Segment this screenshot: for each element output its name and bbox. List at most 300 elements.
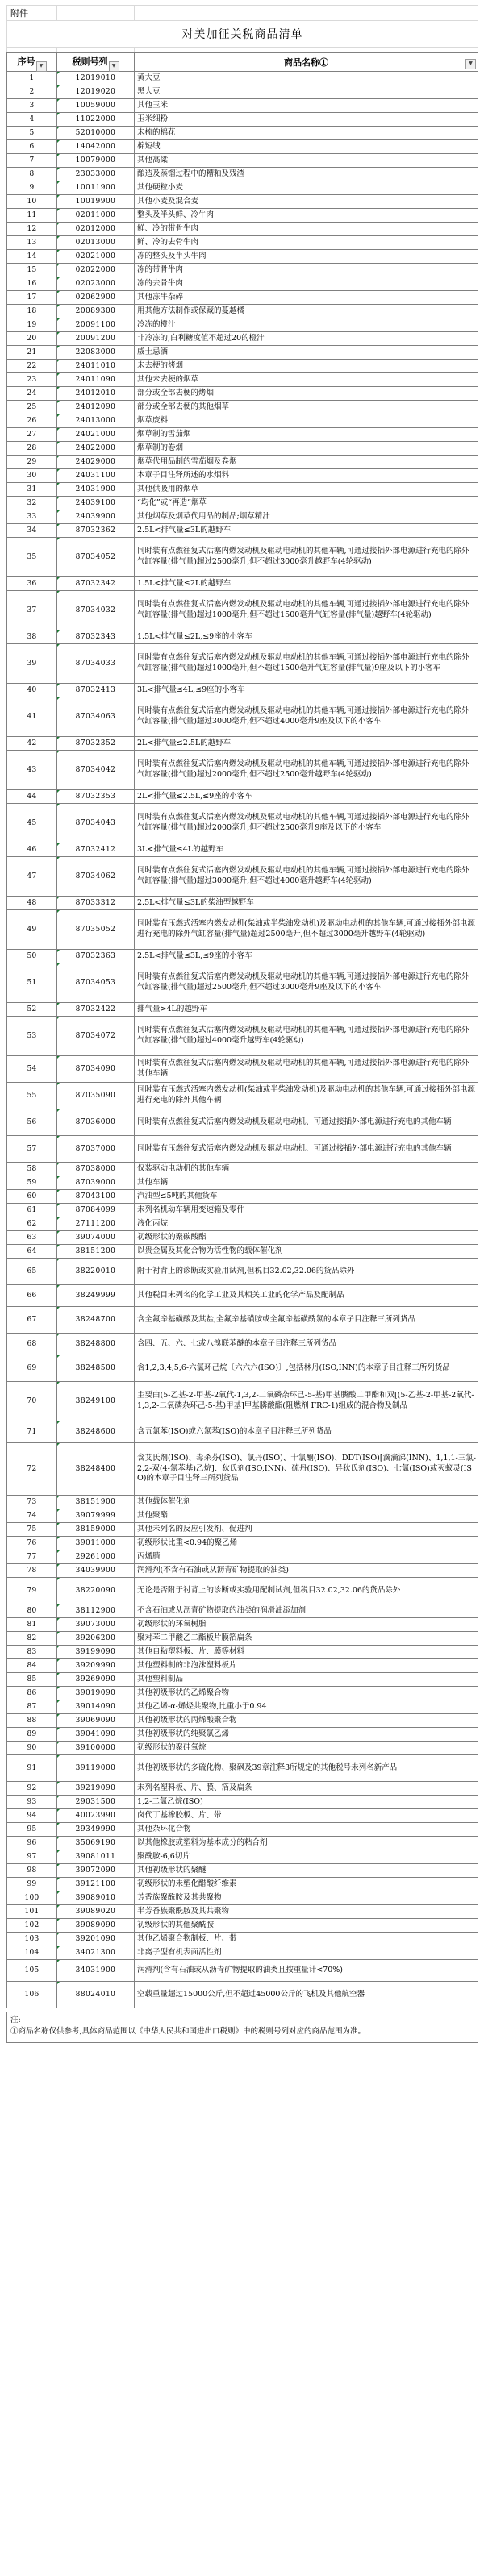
table-row [7, 85, 478, 99]
cell-tariff-code: 39011000 [57, 1537, 135, 1550]
cell-tariff-code: 02021000 [57, 250, 135, 264]
cell-tariff-code: 22083000 [57, 346, 135, 360]
table-row [7, 1796, 478, 1809]
cell-tariff-code: 10059000 [57, 99, 135, 113]
table-row [7, 1523, 478, 1537]
cell-seq: 97 [7, 1850, 57, 1864]
table-row [7, 1659, 478, 1673]
cell-commodity-name: 冻的整头及半头牛肉 [135, 250, 478, 264]
table-row [7, 1443, 478, 1496]
cell-seq: 81 [7, 1618, 57, 1632]
table-row [7, 250, 478, 264]
cell-tariff-code: 24021000 [57, 428, 135, 442]
cell-commodity-name: 其他烟草及烟草代用品的制品;烟草精汁 [135, 510, 478, 524]
spacer-cell-seq [7, 48, 57, 52]
table-row [7, 209, 478, 223]
cell-commodity-name: 其他税目未列名的化学工业及其相关工业的化学产品及配制品 [135, 1285, 478, 1307]
cell-tariff-code: 29261000 [57, 1550, 135, 1564]
cell-tariff-code: 29031500 [57, 1796, 135, 1809]
cell-seq: 90 [7, 1742, 57, 1755]
cell-seq: 43 [7, 751, 57, 790]
column-header-code [57, 53, 135, 72]
cell-commodity-name: 鲜、冷的带骨牛肉 [135, 223, 478, 236]
cell-tariff-code: 87043100 [57, 1190, 135, 1204]
filter-dropdown-icon-seq[interactable]: ▼ [36, 61, 47, 72]
table-row [7, 1136, 478, 1163]
cell-commodity-name: 2.5L<排气量≤3L的柴油型越野车 [135, 897, 478, 910]
cell-seq: 100 [7, 1891, 57, 1905]
cell-tariff-code: 24013000 [57, 414, 135, 428]
cell-seq: 21 [7, 346, 57, 360]
cell-seq: 70 [7, 1382, 57, 1421]
table-row [7, 346, 478, 360]
cell-tariff-code: 38248700 [57, 1307, 135, 1334]
cell-seq: 47 [7, 857, 57, 897]
cell-seq: 27 [7, 428, 57, 442]
table-row [7, 442, 478, 456]
cell-tariff-code: 38220090 [57, 1578, 135, 1604]
table-row [7, 1646, 478, 1659]
cell-seq: 28 [7, 442, 57, 456]
table-row [7, 1259, 478, 1285]
cell-tariff-code: 39121100 [57, 1878, 135, 1891]
cell-commodity-name: 用其他方法制作或保藏的蔓越橘 [135, 305, 478, 318]
table-row [7, 1864, 478, 1878]
cell-tariff-code: 39119000 [57, 1755, 135, 1782]
cell-tariff-code: 39081011 [57, 1850, 135, 1864]
cell-tariff-code: 24029000 [57, 456, 135, 469]
cell-tariff-code: 87033312 [57, 897, 135, 910]
table-row [7, 1307, 478, 1334]
cell-seq: 77 [7, 1550, 57, 1564]
cell-commodity-name: 丙烯腈 [135, 1550, 478, 1564]
cell-tariff-code: 38249100 [57, 1382, 135, 1421]
cell-tariff-code: 87035052 [57, 910, 135, 950]
cell-commodity-name: 初级形状的未塑化醋酸纤维素 [135, 1878, 478, 1891]
table-row [7, 264, 478, 277]
table-row [7, 1231, 478, 1245]
cell-tariff-code: 87034052 [57, 538, 135, 577]
cell-commodity-name: 不含石油或从沥青矿物提取的油类的润滑油添加剂 [135, 1604, 478, 1618]
cell-tariff-code: 38159000 [57, 1523, 135, 1537]
cell-commodity-name: 冷冻的橙汁 [135, 318, 478, 332]
cell-commodity-name: 其他初级形状的多硫化物、聚砜及39章注释3所规定的其他税号未列名新产品 [135, 1755, 478, 1782]
cell-seq: 75 [7, 1523, 57, 1537]
cell-seq: 46 [7, 843, 57, 857]
table-row [7, 456, 478, 469]
cell-tariff-code: 39089020 [57, 1905, 135, 1919]
table-row [7, 1782, 478, 1796]
cell-commodity-name: 空载重量超过15000公斤,但不超过45000公斤的飞机及其他航空器 [135, 1982, 478, 2008]
cell-seq: 96 [7, 1837, 57, 1850]
cell-tariff-code: 02013000 [57, 236, 135, 250]
cell-seq: 52 [7, 1003, 57, 1017]
table-row [7, 483, 478, 497]
table-row [7, 1509, 478, 1523]
cell-seq: 101 [7, 1905, 57, 1919]
note-row [7, 2012, 478, 2043]
cell-commodity-name: 同时装有压燃式活塞内燃发动机(柴油或半柴油发动机)及驱动电动机的其他车辆,可通过接插外部电源进行充电的除外气缸容量(排气量)超过2500毫升,但不超过3000毫升越野车(4轮驱动) [135, 910, 478, 950]
cell-seq: 106 [7, 1982, 57, 2008]
table-row [7, 1564, 478, 1578]
table-row [7, 1618, 478, 1632]
cell-tariff-code: 20091200 [57, 332, 135, 346]
cell-tariff-code: 34021300 [57, 1946, 135, 1960]
cell-seq: 60 [7, 1190, 57, 1204]
table-row [7, 497, 478, 510]
cell-tariff-code: 87032413 [57, 684, 135, 697]
cell-commodity-name: 烟草制的卷烟 [135, 442, 478, 456]
cell-seq: 30 [7, 469, 57, 483]
cell-tariff-code: 87034053 [57, 963, 135, 1003]
table-row [7, 1632, 478, 1646]
table-row [7, 1285, 478, 1307]
table-row [7, 857, 478, 897]
table-body [7, 72, 478, 2008]
cell-commodity-name: 2.5L<排气量≤3L的越野车 [135, 524, 478, 538]
cell-commodity-name: 其他高粱 [135, 154, 478, 168]
cell-commodity-name: 其他乙烯-α-烯烃共聚物,比重小于0.94 [135, 1700, 478, 1714]
cell-tariff-code: 39041090 [57, 1728, 135, 1742]
cell-commodity-name: 3L<排气量≤4L的越野车 [135, 843, 478, 857]
cell-commodity-name: 1,2-二氯乙烷(ISO) [135, 1796, 478, 1809]
cell-seq: 7 [7, 154, 57, 168]
cell-seq: 55 [7, 1083, 57, 1109]
cell-commodity-name: 其他初级形状的聚醚 [135, 1864, 478, 1878]
cell-tariff-code: 29349990 [57, 1823, 135, 1837]
cell-seq: 98 [7, 1864, 57, 1878]
cell-commodity-name: 3L<排气量≤4L,≤9座的小客车 [135, 684, 478, 697]
cell-tariff-code: 34039900 [57, 1564, 135, 1578]
table-row [7, 414, 478, 428]
table-row [7, 1245, 478, 1259]
cell-seq: 87 [7, 1700, 57, 1714]
title-row [7, 21, 478, 48]
cell-commodity-name: 卤代丁基橡胶板、片、带 [135, 1809, 478, 1823]
cell-seq: 45 [7, 804, 57, 843]
cell-commodity-name: 冻的去骨牛肉 [135, 277, 478, 291]
cell-tariff-code: 24012090 [57, 401, 135, 414]
cell-tariff-code: 39079999 [57, 1509, 135, 1523]
cell-commodity-name: 1.5L<排气量≤2L的越野车 [135, 577, 478, 591]
cell-commodity-name: 仅装驱动电动机的其他车辆 [135, 1163, 478, 1176]
cell-commodity-name: 部分或全部去梗的烤烟 [135, 387, 478, 401]
table-row [7, 684, 478, 697]
cell-commodity-name: 同时装有点燃往复式活塞内燃发动机及驱动电动机、可通过接插外部电源进行充电的其他车辆 [135, 1109, 478, 1136]
table-row [7, 291, 478, 305]
cell-commodity-name: 其他乙烯聚合物制板、片、带 [135, 1933, 478, 1946]
cell-tariff-code: 20089300 [57, 305, 135, 318]
cell-commodity-name: 1.5L<排气量≤2L,≤9座的小客车 [135, 630, 478, 644]
cell-seq: 76 [7, 1537, 57, 1550]
cell-tariff-code: 24031900 [57, 483, 135, 497]
cell-seq: 25 [7, 401, 57, 414]
cell-commodity-name: 其他冻牛杂碎 [135, 291, 478, 305]
cell-tariff-code: 11022000 [57, 113, 135, 127]
table-row [7, 538, 478, 577]
table-row [7, 751, 478, 790]
table-row [7, 1334, 478, 1355]
cell-commodity-name: 未梳的棉花 [135, 127, 478, 140]
column-header-name [135, 53, 478, 72]
cell-seq: 91 [7, 1755, 57, 1782]
cell-tariff-code: 87032353 [57, 790, 135, 804]
cell-tariff-code: 38248400 [57, 1443, 135, 1496]
cell-seq: 26 [7, 414, 57, 428]
cell-tariff-code: 23033000 [57, 168, 135, 181]
header-block-table [6, 5, 478, 52]
filter-dropdown-icon-name[interactable]: ▼ [465, 59, 476, 69]
cell-tariff-code: 34031900 [57, 1960, 135, 1982]
table-row [7, 373, 478, 387]
table-row [7, 1919, 478, 1933]
note-label: 注: [10, 2016, 21, 2025]
table-row [7, 963, 478, 1003]
cell-seq: 68 [7, 1334, 57, 1355]
cell-commodity-name: 同时装有点燃往复式活塞内燃发动机及驱动电动机的其他车辆,可通过接插外部电源进行充电的除外气缸容量(排气量)超过2000毫升,但不超过2500毫升9座及以下的小客车 [135, 804, 478, 843]
table-row [7, 804, 478, 843]
cell-seq: 24 [7, 387, 57, 401]
cell-seq: 29 [7, 456, 57, 469]
table-row [7, 630, 478, 644]
cell-seq: 40 [7, 684, 57, 697]
cell-seq: 95 [7, 1823, 57, 1837]
cell-tariff-code: 87032343 [57, 630, 135, 644]
cell-seq: 71 [7, 1421, 57, 1443]
cell-tariff-code: 38248800 [57, 1334, 135, 1355]
cell-tariff-code: 87084099 [57, 1204, 135, 1217]
table-row [7, 401, 478, 414]
cell-commodity-name: 含四、五、六、七或八溴联苯醚的本章子目注释三所列货品 [135, 1334, 478, 1355]
cell-commodity-name: 其他塑料制品 [135, 1673, 478, 1687]
cell-seq: 53 [7, 1017, 57, 1056]
cell-commodity-name: 初级形状比重<0.94的聚乙烯 [135, 1537, 478, 1550]
cell-seq: 88 [7, 1714, 57, 1728]
cell-commodity-name: 未列名塑料板、片、膜、箔及扁条 [135, 1782, 478, 1796]
attachment-row [7, 6, 478, 21]
spacer-row [7, 48, 478, 52]
cell-commodity-name: 润滑剂(不含有石油或从沥青矿物提取的油类) [135, 1564, 478, 1578]
cell-tariff-code: 24022000 [57, 442, 135, 456]
column-header-seq-label: 序号 [17, 56, 35, 67]
cell-seq: 105 [7, 1960, 57, 1982]
cell-tariff-code: 39019090 [57, 1687, 135, 1700]
table-row [7, 469, 478, 483]
cell-tariff-code: 87034062 [57, 857, 135, 897]
cell-seq: 67 [7, 1307, 57, 1334]
cell-seq: 8 [7, 168, 57, 181]
table-row [7, 428, 478, 442]
table-row [7, 1537, 478, 1550]
cell-tariff-code: 38151900 [57, 1496, 135, 1509]
cell-commodity-name: 附于衬背上的诊断或实验用试剂,但税目32.02,32.06的货品除外 [135, 1259, 478, 1285]
cell-commodity-name: 其他小麦及混合麦 [135, 195, 478, 209]
cell-seq: 99 [7, 1878, 57, 1891]
cell-tariff-code: 87038000 [57, 1163, 135, 1176]
cell-seq: 58 [7, 1163, 57, 1176]
cell-seq: 92 [7, 1782, 57, 1796]
cell-seq: 74 [7, 1509, 57, 1523]
table-row [7, 1163, 478, 1176]
cell-seq: 6 [7, 140, 57, 154]
cell-commodity-name: 未列名机动车辆用变速箱及零件 [135, 1204, 478, 1217]
cell-seq: 54 [7, 1056, 57, 1083]
table-row [7, 577, 478, 591]
table-row [7, 1176, 478, 1190]
cell-commodity-name: 同时装有点燃往复式活塞内燃发动机及驱动电动机的其他车辆,可通过接插外部电源进行充电的除外气缸容量(排气量)超过1000毫升,但不超过1500毫升气缸容量(排气量)越野车(4轮驱动) [135, 591, 478, 630]
spacer-cell-name [135, 48, 478, 52]
cell-tariff-code: 35069190 [57, 1837, 135, 1850]
cell-tariff-code: 87032363 [57, 950, 135, 963]
cell-seq: 16 [7, 277, 57, 291]
table-row [7, 168, 478, 181]
cell-commodity-name: 2L<排气量≤2.5L的越野车 [135, 737, 478, 751]
table-row [7, 510, 478, 524]
cell-tariff-code: 87034090 [57, 1056, 135, 1083]
cell-commodity-name: 其他未列名的反应引发剂、促进剂 [135, 1523, 478, 1537]
cell-seq: 50 [7, 950, 57, 963]
cell-commodity-name: 聚对苯二甲酸乙二酯板片膜箔扁条 [135, 1632, 478, 1646]
table-row [7, 697, 478, 737]
table-row [7, 1755, 478, 1782]
cell-seq: 61 [7, 1204, 57, 1217]
cell-seq: 80 [7, 1604, 57, 1618]
cell-commodity-name: 2.5L<排气量≤3L,≤9座的小客车 [135, 950, 478, 963]
table-row [7, 154, 478, 168]
table-row [7, 737, 478, 751]
table-row [7, 1550, 478, 1564]
cell-tariff-code: 87032422 [57, 1003, 135, 1017]
cell-seq: 15 [7, 264, 57, 277]
table-row [7, 1700, 478, 1714]
cell-tariff-code: 40023990 [57, 1809, 135, 1823]
cell-seq: 17 [7, 291, 57, 305]
table-row [7, 1878, 478, 1891]
cell-commodity-name: 含艾氏剂(ISO)、毒杀芬(ISO)、氯丹(ISO)、十氯酮(ISO)、DDT(ISO)[滴滴涕(INN)、1,1,1-三氯-2,2-双(4-氯苯基)乙烷]、狄氏剂(ISO,INN)、硫丹(ISO)、异狄氏剂(ISO)、七氯(ISO)或灭蚁灵(ISO)的本章子目注释三所列货品 [135, 1443, 478, 1496]
cell-seq: 11 [7, 209, 57, 223]
commodity-table [6, 52, 478, 2008]
cell-tariff-code: 12019010 [57, 72, 135, 85]
cell-tariff-code: 87037000 [57, 1136, 135, 1163]
table-row [7, 1673, 478, 1687]
filter-dropdown-icon-code[interactable]: ▼ [109, 61, 119, 72]
cell-seq: 10 [7, 195, 57, 209]
cell-commodity-name: 整头及半头鲜、冷牛肉 [135, 209, 478, 223]
cell-commodity-name: 初级形状的其他聚酰胺 [135, 1919, 478, 1933]
cell-commodity-name: 其他未去梗的烟草 [135, 373, 478, 387]
table-row [7, 181, 478, 195]
cell-seq: 34 [7, 524, 57, 538]
cell-commodity-name: 同时装有点燃往复式活塞内燃发动机及驱动电动机的其他车辆,可通过接插外部电源进行充电的除外气缸容量(排气量)超过4000毫升越野车(4轮驱动) [135, 1017, 478, 1056]
cell-commodity-name: 烟草代用品制的雪茄烟及卷烟 [135, 456, 478, 469]
cell-tariff-code: 87034072 [57, 1017, 135, 1056]
cell-seq: 72 [7, 1443, 57, 1496]
table-row [7, 1850, 478, 1864]
cell-seq: 94 [7, 1809, 57, 1823]
cell-tariff-code: 39089010 [57, 1891, 135, 1905]
cell-tariff-code: 87032412 [57, 843, 135, 857]
cell-tariff-code: 14042000 [57, 140, 135, 154]
cell-tariff-code: 24039900 [57, 510, 135, 524]
cell-tariff-code: 39209990 [57, 1659, 135, 1673]
cell-tariff-code: 38151200 [57, 1245, 135, 1259]
table-row [7, 1809, 478, 1823]
table-row [7, 1742, 478, 1755]
table-row [7, 1714, 478, 1728]
cell-tariff-code: 12019020 [57, 85, 135, 99]
cell-commodity-name: 本章子目注释所述的水烟料 [135, 469, 478, 483]
cell-commodity-name: 其他硬粒小麦 [135, 181, 478, 195]
table-row [7, 1933, 478, 1946]
attachment-spacer-cell-1 [57, 6, 135, 21]
cell-tariff-code: 39069090 [57, 1714, 135, 1728]
table-row [7, 790, 478, 804]
cell-tariff-code: 39100000 [57, 1742, 135, 1755]
cell-tariff-code: 87034032 [57, 591, 135, 630]
cell-seq: 73 [7, 1496, 57, 1509]
cell-commodity-name: 玉米细粉 [135, 113, 478, 127]
cell-commodity-name: 以其他橡胶或塑料为基本成分的粘合剂 [135, 1837, 478, 1850]
cell-seq: 5 [7, 127, 57, 140]
cell-commodity-name: 黑大豆 [135, 85, 478, 99]
table-row [7, 1728, 478, 1742]
table-row [7, 644, 478, 684]
cell-seq: 49 [7, 910, 57, 950]
table-row [7, 1687, 478, 1700]
cell-commodity-name: 烟草制的雪茄烟 [135, 428, 478, 442]
cell-commodity-name: 其他自粘塑料板、片、膜等材料 [135, 1646, 478, 1659]
cell-seq: 104 [7, 1946, 57, 1960]
table-header-row [7, 53, 478, 72]
cell-tariff-code: 87032352 [57, 737, 135, 751]
cell-commodity-name: 其他初级形状的丙烯酸聚合物 [135, 1714, 478, 1728]
cell-commodity-name: 其他杂环化合物 [135, 1823, 478, 1837]
cell-seq: 82 [7, 1632, 57, 1646]
cell-seq: 19 [7, 318, 57, 332]
cell-commodity-name: 冻的带骨牛肉 [135, 264, 478, 277]
cell-commodity-name: 润滑剂(含有石油或从沥青矿物提取的油类且按重量计<70%) [135, 1960, 478, 1982]
cell-seq: 31 [7, 483, 57, 497]
cell-commodity-name: 威士忌酒 [135, 346, 478, 360]
table-row [7, 1017, 478, 1056]
cell-tariff-code: 02023000 [57, 277, 135, 291]
cell-commodity-name: 其他车辆 [135, 1176, 478, 1190]
cell-commodity-name: 同时装有点燃往复式活塞内燃发动机及驱动电动机的其他车辆,可通过接插外部电源进行充电的除外气缸容量(排气量)超过2500毫升,但不超过3000毫升9座及以下的小客车 [135, 963, 478, 1003]
cell-seq: 57 [7, 1136, 57, 1163]
table-row [7, 1355, 478, 1382]
table-row [7, 236, 478, 250]
cell-tariff-code: 87034033 [57, 644, 135, 684]
cell-tariff-code: 87035090 [57, 1083, 135, 1109]
cell-tariff-code: 88024010 [57, 1982, 135, 2008]
cell-tariff-code: 38248600 [57, 1421, 135, 1443]
table-row [7, 1217, 478, 1231]
table-row [7, 360, 478, 373]
cell-tariff-code: 10079000 [57, 154, 135, 168]
table-row [7, 1083, 478, 1109]
cell-tariff-code: 39072090 [57, 1864, 135, 1878]
table-row [7, 1382, 478, 1421]
table-row [7, 113, 478, 127]
column-header-name-label: 商品名称① [284, 57, 328, 68]
cell-seq: 44 [7, 790, 57, 804]
cell-seq: 18 [7, 305, 57, 318]
cell-commodity-name: 其他供吸用的烟草 [135, 483, 478, 497]
cell-seq: 86 [7, 1687, 57, 1700]
cell-tariff-code: 02011000 [57, 209, 135, 223]
table-row [7, 1905, 478, 1919]
table-row [7, 99, 478, 113]
